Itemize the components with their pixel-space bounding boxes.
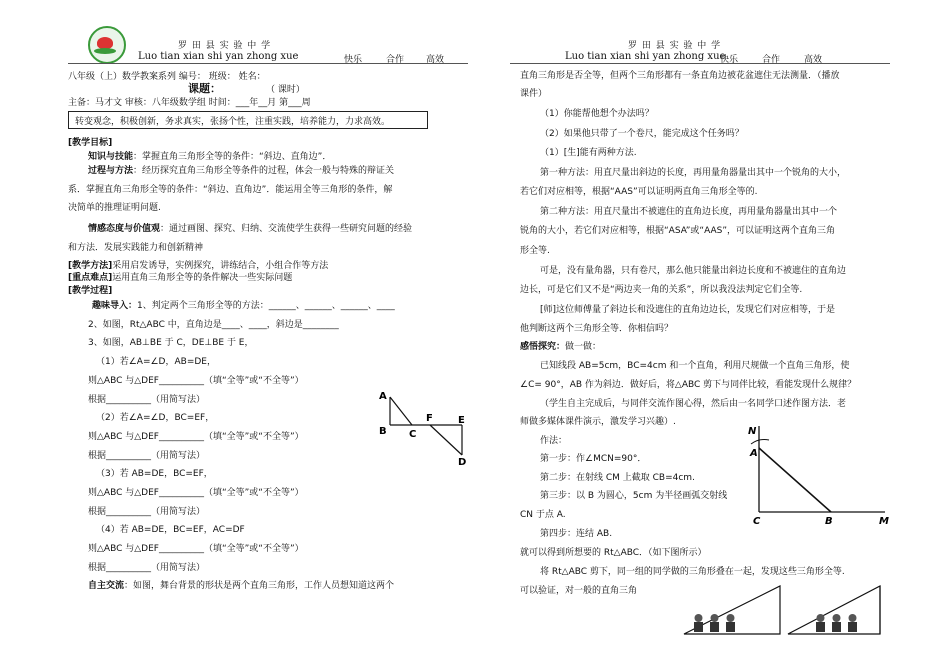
method-2-line-c: 形全等.: [520, 246, 550, 256]
step-3-line-b: CN 于点 A.: [520, 510, 566, 520]
fig2-label-c: C: [753, 516, 761, 527]
teacher-line-b: 他判断这两个三角形全等．你相信吗？: [520, 324, 674, 334]
sub-question-4: （4）若 AB=DE，BC=EF，AC=DF: [96, 525, 245, 535]
method-line: [教学方法]采用启发诱导，实例探究，讲练结合，小组合作等方法: [68, 261, 329, 271]
flower-pot-icon: [694, 614, 735, 632]
right-p1-line-b: 课件）: [520, 89, 548, 99]
then-line-3: 则△ABC 与△DEF__________（填“全等”或“不全等”）: [88, 488, 304, 498]
tag-happy-left: 快乐: [344, 55, 363, 65]
fig2-label-b: B: [825, 516, 833, 527]
sub-question-3: （3）若 AB=DE，BC=EF，: [96, 469, 213, 479]
step-4: 第四步：连结 AB.: [540, 529, 613, 539]
figure-2-construction: [745, 420, 893, 530]
emotion-line-2: 和方法．发展实践能力和创新精神: [68, 243, 204, 253]
method-2-line-b: 锐角的大小，若它们对应相等，根据“ASA”或“AAS”，可以证明这两个直角三角: [520, 226, 836, 236]
explore-line: 感悟探究：做一做：: [520, 342, 602, 352]
fig2-label-m: M: [879, 516, 889, 527]
tag-efficient-right: 高效: [804, 55, 823, 65]
fig1-label-a: A: [379, 391, 387, 402]
right-answer-1: （1）[生]能有两种方法.: [540, 148, 637, 158]
school-name-left: 罗 田 县 实 验 中 学: [178, 41, 272, 51]
figure-3-stage-triangles: [680, 582, 890, 656]
step-1: 第一步：作∠MCN=90°．: [540, 454, 647, 464]
reason-line-4: 根据__________（用简写法）: [88, 563, 206, 573]
teacher-line-a: [师]这位师傅量了斜边长和没遮住的直角边边长，发现它们对应相等，于是: [540, 305, 836, 315]
exercise-line-3: （学生自主完成后，与同伴交流作图心得，然后由一名同学口述作图方法．老: [540, 399, 847, 409]
result-line-1: 将 Rt△ABC 剪下，同一组的同学做的三角形叠在一起，发现这些三角形全等.: [540, 567, 845, 577]
tag-happy-right: 快乐: [720, 55, 739, 65]
steps-title: 作法：: [540, 436, 568, 446]
goal-heading: [教学目标]: [68, 138, 113, 148]
then-line-4: 则△ABC 与△DEF__________（填“全等”或“不全等”）: [88, 544, 304, 554]
fig2-label-n: N: [748, 426, 757, 437]
step-3-line-a: 第三步：以 B 为圆心，5cm 为半径画弧交射线: [540, 491, 728, 501]
exercise-line-4: 师做多媒体课件演示，激发学习兴趣）.: [520, 417, 676, 427]
right-p1-line-a: 直角三角形是否全等，但两个三角形都有一条直角边被花盆遮住无法测量．（播放: [520, 71, 840, 81]
knowledge-line: 知识与技能：掌握直角三角形全等的条件：“斜边、直角边”．: [88, 152, 332, 162]
sub-question-2: （2）若∠A=∠D，BC=EF，: [96, 413, 215, 423]
method-1-line-b: 若它们对应相等，根据“AAS”可以证明两直角三角形全等的.: [520, 187, 758, 197]
reason-line-1: 根据__________（用简写法）: [88, 395, 206, 405]
method-3-line-a: 可是，没有量角器，只有卷尺，那么他只能量出斜边长度和不被遮住的直角边: [540, 266, 847, 276]
intro-line: 趣味导入：1、判定两个三角形全等的方法：______、______、______、____: [92, 301, 395, 311]
right-question-1: （1）你能帮他想个办法吗？: [540, 109, 654, 119]
info-line: 八年级（上）数学教案系列 编号： 班级： 姓名：: [68, 72, 266, 82]
fig1-label-c: C: [409, 429, 417, 440]
reason-line-2: 根据__________（用简写法）: [88, 451, 206, 461]
right-question-2: （2）如果他只带了一个卷尺，能完成这个任务吗？: [540, 129, 744, 139]
result-line-2: 可以验证，对一般的直角三角: [520, 586, 638, 596]
fig2-label-a: A: [750, 448, 758, 459]
school-name-right: 罗 田 县 实 验 中 学: [628, 41, 722, 51]
then-line-1: 则△ABC 与△DEF__________（填“全等”或“不全等”）: [88, 376, 304, 386]
fig1-label-f: F: [426, 413, 433, 424]
fig1-label-e: E: [458, 415, 465, 426]
result-line: 就可以得到所想要的 Rt△ABC．（如下图所示）: [520, 548, 707, 558]
process-line-3: 决简单的推理证明问题.: [68, 203, 161, 213]
process-line-2: 系．掌握直角三角形全等的条件：“斜边、直角边”．能运用全等三角形的条件，解: [68, 185, 393, 195]
process-line-1: 过程与方法：经历探究直角三角形全等条件的过程，体会一般与特殊的辩证关: [88, 166, 395, 176]
method-3-line-b: 边长，可是它们又不是“两边夹一角的关系”，所以我没法判定它们全等.: [520, 285, 803, 295]
key-line: [重点难点]运用直角三角形全等的条件解决一些实际问题: [68, 273, 293, 283]
reason-line-3: 根据__________（用简写法）: [88, 507, 206, 517]
process-heading: [教学过程]: [68, 286, 113, 296]
method-2-line-a: 第二种方法：用直尺量出不被遮住的直角边长度，再用量角器量出其中一个: [540, 207, 838, 217]
period-label: （ 课时）: [266, 85, 305, 95]
question-3: 3、如图，AB⊥BE 于 C，DE⊥BE 于 E，: [88, 338, 254, 348]
method-1-line-a: 第一种方法：用直尺量出斜边的长度，再用量角器量出其中一个锐角的大小，: [540, 168, 847, 178]
then-line-2: 则△ABC 与△DEF__________（填“全等”或“不全等”）: [88, 432, 304, 442]
header-rule-left: [68, 63, 468, 64]
school-pinyin-left: Luo tian xian shi yan zhong xue: [138, 51, 299, 62]
step-2: 第二步：在射线 CM 上截取 CB=4cm.: [540, 473, 695, 483]
exercise-line-1: 已知线段 AB=5cm，BC=4cm 和一个直角，利用尺规做一个直角三角形，使: [540, 361, 850, 371]
tag-cooperate-left: 合作: [386, 55, 405, 65]
flower-pot-icon: [816, 614, 857, 632]
self-exchange-line: 自主交流：如图，舞台背景的形状是两个直角三角形，工作人员想知道这两个: [88, 581, 395, 591]
emotion-line-1: 情感态度与价值观：通过画图、探究、归纳、交流使学生获得一些研究问题的经验: [88, 224, 413, 234]
motto-text: 转变观念，积极创新，务求真实，张扬个性，注重实践，培养能力，力求高效。: [75, 117, 391, 127]
school-logo: [88, 26, 126, 64]
question-2: 2、如图，Rt△ABC 中，直角边是____、____，斜边是________: [88, 320, 339, 330]
header-rule-right: [510, 63, 890, 64]
fig1-label-b: B: [379, 426, 387, 437]
figure-1-triangles: [372, 385, 472, 467]
lesson-title-label: 课题：: [188, 82, 221, 95]
sub-question-1: （1）若∠A=∠D，AB=DE，: [96, 357, 216, 367]
school-pinyin-right: Luo tian xian shi yan zhong xue: [565, 51, 726, 62]
tag-cooperate-right: 合作: [762, 55, 781, 65]
fig1-label-d: D: [458, 457, 467, 467]
meta-line: 主备：马才文 审核：八年级数学组 时间：___年__月 第___周: [68, 98, 311, 108]
tag-efficient-left: 高效: [426, 55, 445, 65]
exercise-line-2: ∠C= 90°，AB 作为斜边．做好后，将△ABC 剪下与同伴比较，看能发现什么规律？: [520, 380, 857, 390]
